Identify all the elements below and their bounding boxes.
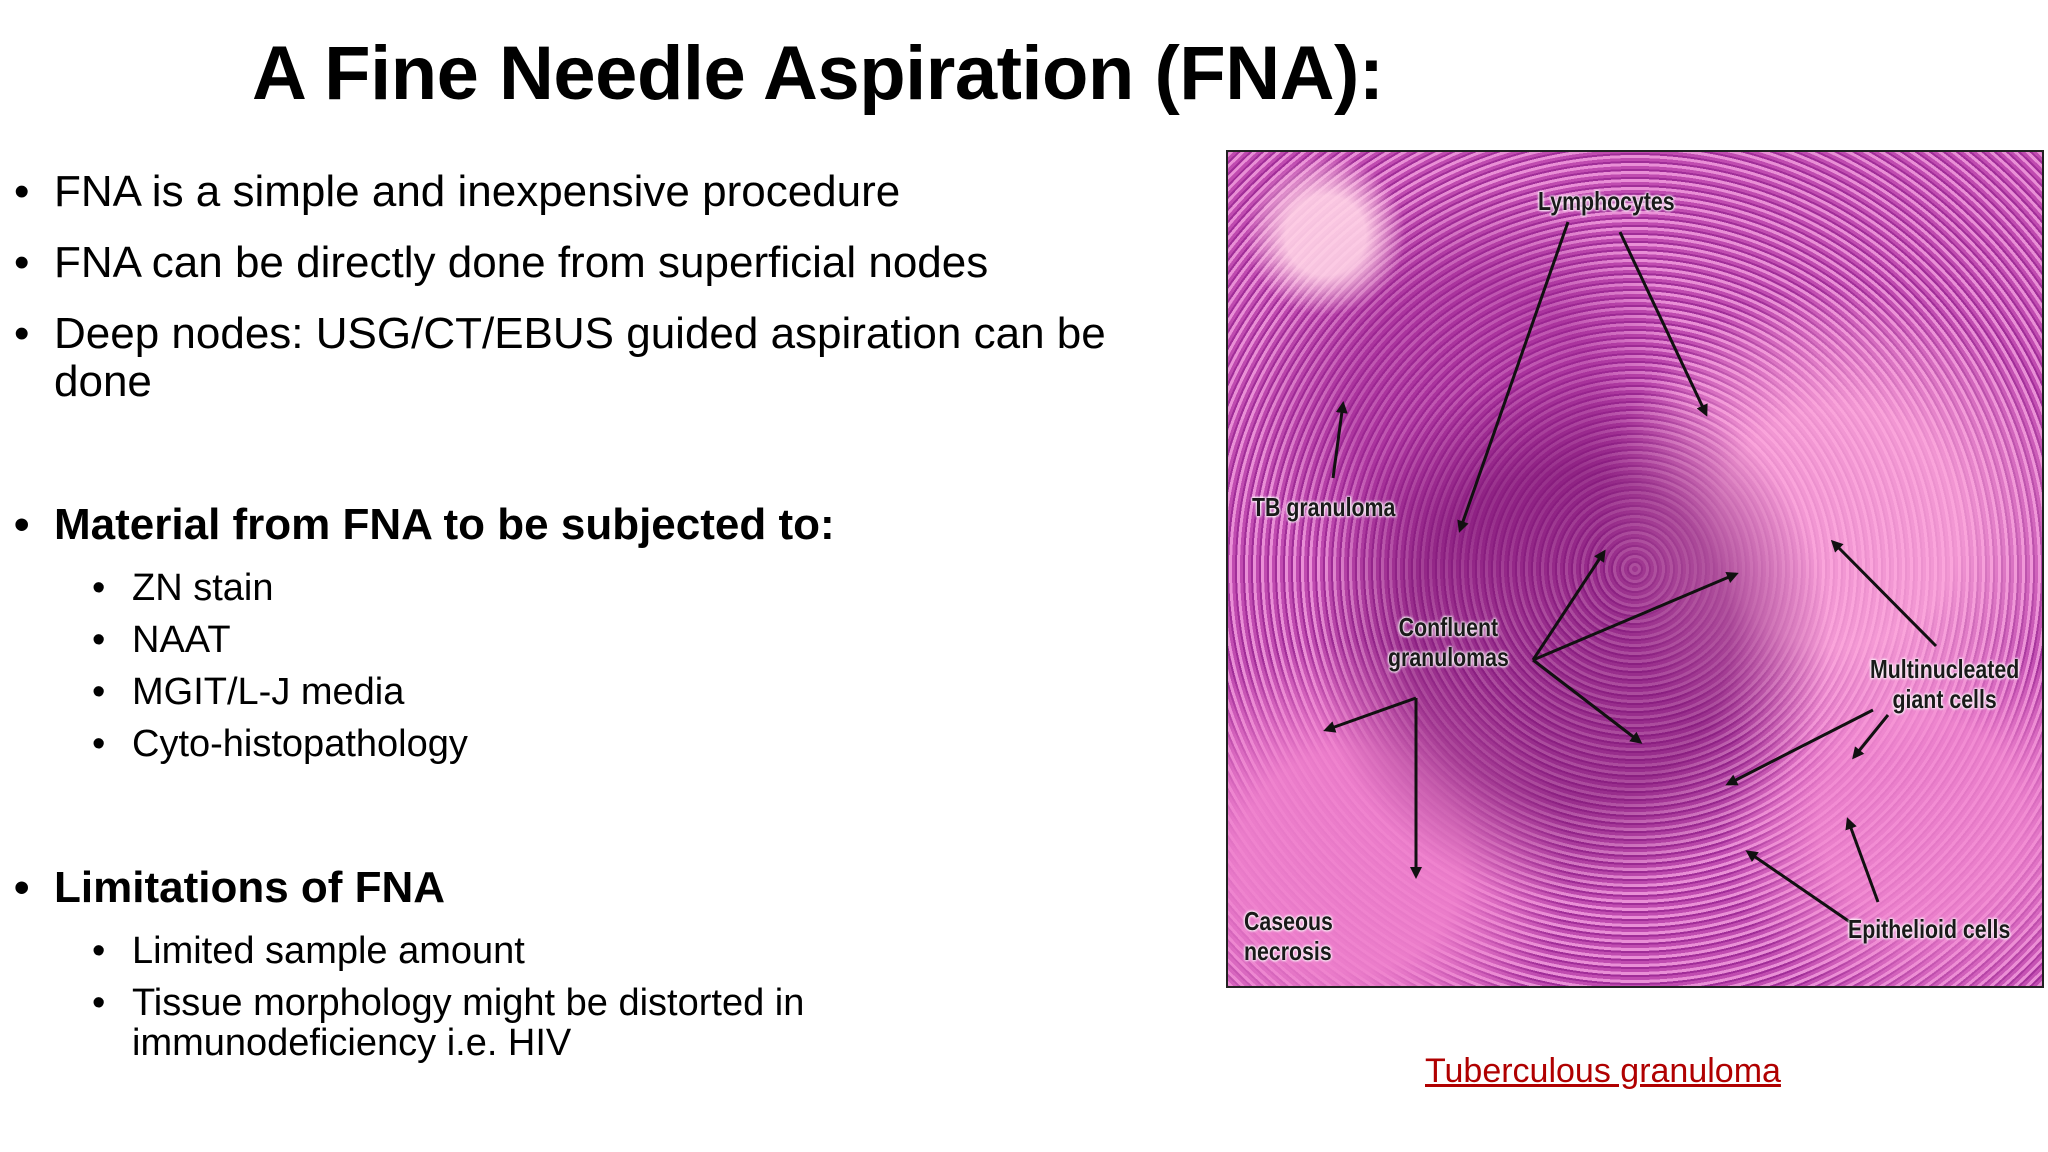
label-caseous-line1: Caseous xyxy=(1244,906,1333,936)
histology-image xyxy=(1226,150,2044,988)
material-item: • MGIT/L-J media xyxy=(14,672,1124,712)
label-confluent-granulomas xyxy=(1388,612,1509,672)
limitations-heading: • Limitations of FNA xyxy=(14,864,1124,912)
bullet-item: • FNA can be directly done from superficial nodes xyxy=(14,239,1124,287)
bullet-item: • Deep nodes: USG/CT/EBUS guided aspiration can be done xyxy=(14,310,1124,406)
label-multinucleated-giant-cells xyxy=(1870,654,2019,714)
label-multinucleated-line2: giant cells xyxy=(1892,684,1997,714)
material-item: • ZN stain xyxy=(14,568,1124,608)
material-item: • Cyto-histopathology xyxy=(14,724,1124,764)
label-multinucleated-line1: Multinucleated xyxy=(1870,654,2020,684)
label-caseous-line2: necrosis xyxy=(1244,936,1332,966)
material-list xyxy=(14,568,1124,764)
limitation-item: • Tissue morphology might be distorted in immunodeficiency i.e. HIV xyxy=(14,983,892,1063)
limitation-item: • Limited sample amount xyxy=(14,931,1124,971)
slide-title: A Fine Needle Aspiration (FNA): xyxy=(252,31,1384,116)
label-tb-granuloma: TB granuloma xyxy=(1252,492,1396,522)
material-heading: • Material from FNA to be subjected to: xyxy=(14,501,1124,549)
label-confluent-line1: Confluent xyxy=(1398,612,1499,642)
label-lymphocytes: Lymphocytes xyxy=(1538,186,1675,216)
material-item: • NAAT xyxy=(14,620,1124,660)
annotation-arrows xyxy=(1228,152,2044,988)
bullet-item: • FNA is a simple and inexpensive procedure xyxy=(14,168,1124,216)
label-confluent-line2: granulomas xyxy=(1388,642,1509,672)
bullet-list xyxy=(14,168,1124,1075)
figure-caption-link[interactable]: Tuberculous granuloma xyxy=(1425,1052,1781,1090)
label-caseous-necrosis xyxy=(1244,906,1333,966)
label-epithelioid-cells: Epithelioid cells xyxy=(1848,914,2011,944)
limitations-list xyxy=(14,931,1124,1063)
